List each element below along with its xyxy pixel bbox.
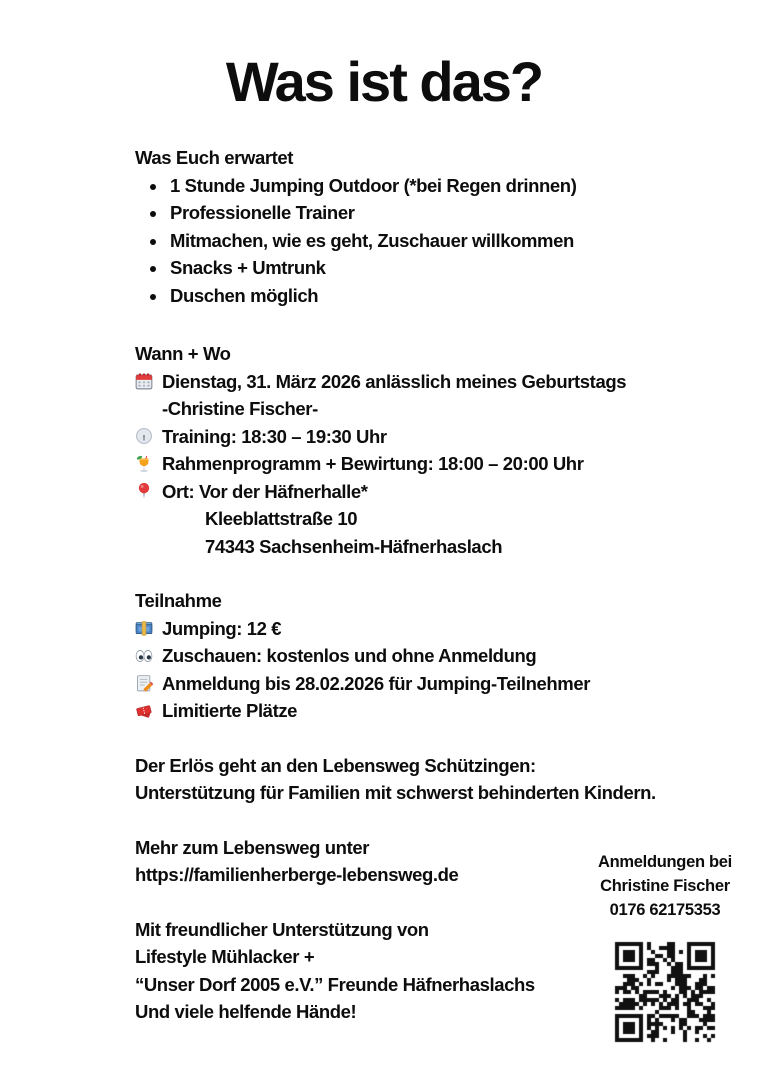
program-line bbox=[135, 450, 715, 478]
watch-line bbox=[135, 642, 715, 670]
euro-banknote-icon bbox=[135, 619, 162, 637]
list-item: • Snacks + Umtrunk bbox=[168, 254, 715, 282]
page-title: Was ist das? bbox=[225, 50, 543, 113]
qr-code-canvas bbox=[609, 936, 721, 1048]
address-line-2: 74343 Sachsenheim-Häfnerhaslach bbox=[205, 535, 503, 557]
support-line-3: “Unser Dorf 2005 e.V.” Freunde Häfnerhaslachs bbox=[135, 973, 535, 995]
address-line-1: Kleeblattstraße 10 bbox=[205, 508, 358, 529]
contact-phone: 0176 62175353 bbox=[609, 901, 721, 919]
program-text: Rahmenprogramm + Bewirtung: 18:00 – 20:00 Uhr bbox=[162, 453, 584, 474]
round-pushpin-icon bbox=[135, 482, 162, 500]
section-expect bbox=[135, 144, 715, 309]
price-text: Jumping: 12 € bbox=[162, 617, 282, 639]
list-item: • 1 Stunde Jumping Outdoor (*bei Regen drinnen) bbox=[168, 172, 715, 200]
section-when-where bbox=[135, 340, 715, 560]
location-text: Ort: Vor der Häfnerhalle* bbox=[162, 480, 368, 502]
qr-code bbox=[609, 936, 721, 1048]
contact-line-2: Christine Fischer bbox=[600, 877, 730, 895]
limited-text: Limitierte Plätze bbox=[162, 700, 298, 721]
date-subtext: -Christine Fischer- bbox=[162, 398, 318, 419]
participation-heading: Teilnahme bbox=[135, 590, 222, 611]
date-line bbox=[135, 368, 715, 396]
memo-icon bbox=[135, 674, 162, 692]
cocktail-icon bbox=[135, 455, 162, 473]
training-line bbox=[135, 423, 715, 451]
expect-bullet-list bbox=[135, 172, 715, 310]
list-item: • Duschen möglich bbox=[168, 282, 715, 310]
lebensweg-url: https://familienherberge-lebensweg.de bbox=[135, 864, 459, 885]
clock-icon bbox=[135, 427, 162, 445]
section-proceeds bbox=[135, 752, 715, 807]
section-participation bbox=[135, 587, 715, 725]
contact-line-1: Anmeldungen bei bbox=[598, 853, 732, 871]
support-line-1: Mit freundlicher Unterstützung von bbox=[135, 918, 429, 940]
list-item: • Professionelle Trainer bbox=[168, 199, 715, 227]
training-text: Training: 18:30 – 19:30 Uhr bbox=[162, 425, 387, 447]
signup-text: Anmeldung bis 28.02.2026 für Jumping-Teilnehmer bbox=[162, 672, 591, 694]
tickets-icon bbox=[135, 702, 162, 720]
support-line-4: Und viele helfende Hände! bbox=[135, 1001, 357, 1022]
signup-line bbox=[135, 670, 715, 698]
support-line-2: Lifestyle Mühlacker + bbox=[135, 946, 315, 967]
when-where-heading: Wann + Wo bbox=[135, 343, 231, 364]
watch-text: Zuschauen: kostenlos und ohne Anmeldung bbox=[162, 645, 537, 666]
limited-line bbox=[135, 697, 715, 725]
price-line bbox=[135, 615, 715, 643]
contact-block bbox=[570, 850, 760, 922]
date-text: Dienstag, 31. März 2026 anlässlich meines Geburtstags bbox=[162, 370, 627, 392]
more-info-line: Mehr zum Lebensweg unter bbox=[135, 836, 370, 858]
eyes-icon bbox=[135, 647, 162, 665]
expect-heading: Was Euch erwartet bbox=[135, 147, 294, 168]
proceeds-line-1: Der Erlös geht an den Lebensweg Schützingen: bbox=[135, 754, 536, 776]
location-line bbox=[135, 478, 715, 506]
list-item: • Mitmachen, wie es geht, Zuschauer willkommen bbox=[168, 227, 715, 255]
proceeds-line-2: Unterstützung für Familien mit schwerst behinderten Kindern. bbox=[135, 782, 656, 803]
calendar-icon bbox=[135, 372, 162, 390]
